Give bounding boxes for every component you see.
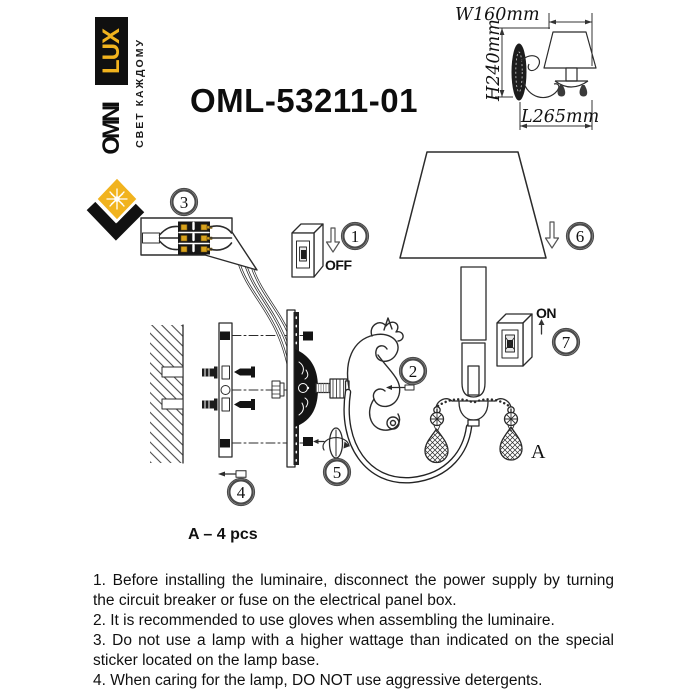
off-arrow-down-icon — [327, 228, 340, 252]
logo-omni-text: OMNI — [97, 104, 125, 155]
callout-number: 2 — [408, 362, 418, 381]
width-dimension-label: W160mm — [455, 5, 540, 25]
scroll-ornament — [348, 318, 404, 430]
lamp-column — [461, 267, 486, 397]
callout-number: 7 — [561, 333, 571, 352]
ribbed-nut — [272, 381, 280, 398]
instruction-item: 2. It is recommended to use gloves when assembling the luminaire. — [93, 612, 555, 629]
shade-arrow-down-icon — [546, 222, 559, 248]
terminal-callout — [141, 218, 257, 270]
callout-number: 4 — [236, 483, 246, 502]
callout-3 — [171, 189, 198, 216]
wall-anchors — [202, 367, 218, 411]
callout-number: 3 — [179, 193, 189, 212]
mini-shade — [544, 32, 596, 68]
on-switch — [497, 314, 532, 366]
mini-crystal — [580, 85, 588, 97]
wall-section — [150, 325, 183, 463]
lampshade — [400, 152, 546, 258]
logo-mark — [91, 177, 140, 232]
bracket-screw — [218, 471, 246, 477]
curved-arm — [347, 392, 469, 480]
off-label: OFF — [325, 257, 352, 273]
callout-2 — [400, 358, 427, 385]
logo-tagline-box — [131, 12, 148, 174]
instruction-item: 4. When caring for the lamp, DO NOT use aggressive detergents. — [93, 672, 543, 689]
on-arrow-up-icon — [539, 319, 545, 334]
bobeche — [434, 399, 514, 426]
crystal-tag-label: A — [531, 441, 546, 463]
callout-7 — [553, 329, 580, 356]
instruction-item: 1. Before installing the luminaire, disconnect the power supply by turning the circuit breaker or fuse on the electrical panel box. — [93, 572, 614, 609]
callout-4 — [228, 479, 255, 506]
mounting-bracket — [219, 323, 232, 457]
mounting-screws — [234, 367, 255, 411]
callout-1 — [342, 223, 369, 250]
parts-note: A – 4 pcs — [188, 526, 258, 543]
logo-tagline-text: СВЕТ КАЖДОМУ — [133, 38, 146, 148]
logo-omni-box — [95, 87, 128, 172]
length-dimension-label: L265mm — [521, 107, 600, 127]
logo-lux-box — [95, 17, 128, 85]
height-dimension-label: H240mm — [484, 19, 504, 101]
model-number: OML-53211-01 — [190, 82, 418, 119]
decorative-nut — [323, 428, 350, 458]
callout-6 — [567, 223, 594, 250]
off-switch — [292, 224, 323, 277]
mini-arm — [523, 80, 559, 98]
instructions-block — [93, 571, 614, 691]
threaded-pipe — [316, 379, 349, 398]
callout-number: 1 — [350, 227, 360, 246]
callout-5 — [324, 459, 351, 486]
crystal-drop — [500, 427, 522, 460]
on-label: ON — [536, 305, 556, 321]
mini-candle — [566, 68, 577, 81]
logo-lux-text: LUX — [97, 28, 125, 74]
crystal-drop — [425, 429, 448, 463]
sunburst-icon — [107, 189, 128, 210]
instruction-item: 3. Do not use a lamp with a higher wattage than indicated on the special sticker located on the lamp base. — [93, 632, 614, 669]
callout-number: 6 — [575, 227, 585, 246]
callout-number: 5 — [332, 463, 342, 482]
